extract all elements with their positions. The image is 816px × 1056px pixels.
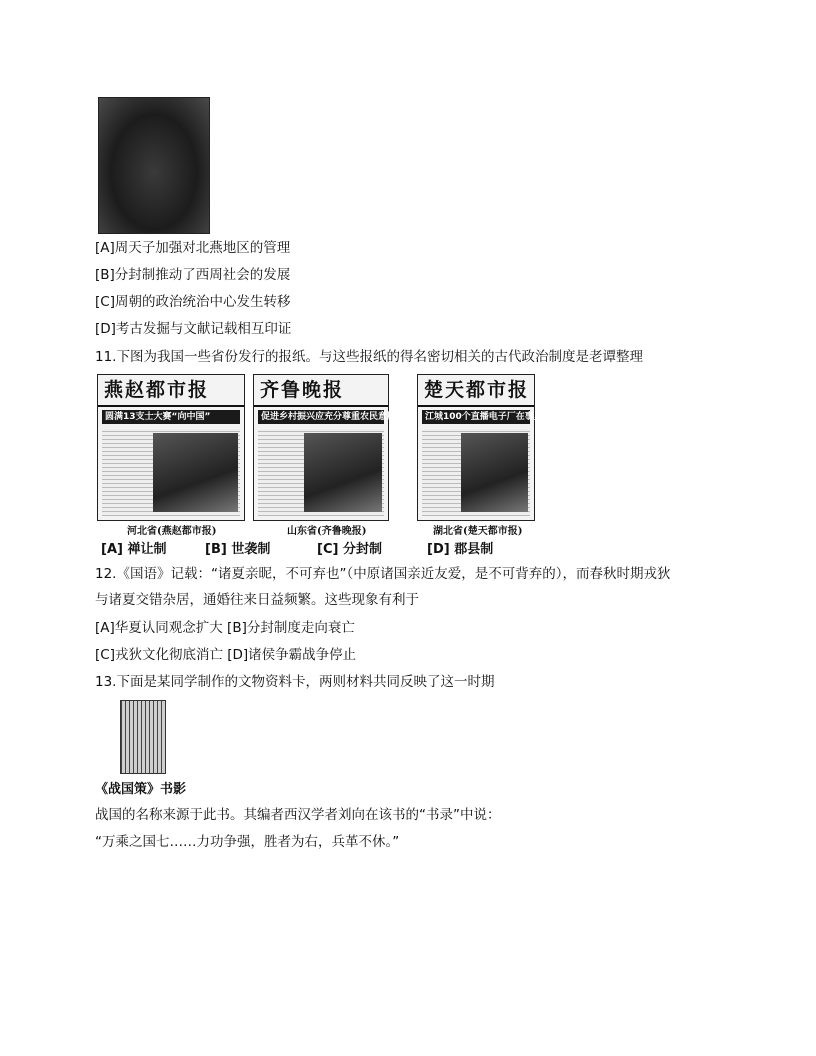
q11-stem: 11.下图为我国一些省份发行的报纸。与这些报纸的得名密切相关的古代政治制度是老谭整理 [95,349,643,365]
newspaper-headline: 促进乡村振兴应充分尊重农民意愿 [258,410,384,424]
newspaper-caption: 山东省(齐鲁晚报) [287,526,367,537]
q10-option-d: [D]考古发掘与文献记载相互印证 [95,321,292,337]
q11-option-b: [B] 世袭制 [205,542,271,557]
q11-option-d: [D] 郡县制 [427,542,494,557]
q10-option-b: [B]分封制推动了西周社会的发展 [95,267,291,283]
q13-stem: 13.下面是某同学制作的文物资料卡，两则材料共同反映了这一时期 [95,674,495,690]
q13-text-line2: “万乘之国七……力功争强，胜者为右，兵革不休。” [95,834,400,850]
q12-stem-line1: 12.《国语》记载：“诸夏亲昵，不可弃也”（中原诸国亲近友爱，是不可背弃的），而春秋时期戎狄 [95,566,671,582]
newspaper-masthead: 齐鲁晚报 [254,375,388,407]
q13-text-line1: 战国的名称来源于此书。其编者西汉学者刘向在该书的“书录”中说： [95,807,501,823]
q10-option-c: [C]周朝的政治统治中心发生转移 [95,294,291,310]
newspaper-headline: 圆满13支士大赛“向中国” [102,410,240,424]
newspaper-caption: 湖北省(楚天都市报) [433,526,523,537]
q10-option-a: [A]周天子加强对北燕地区的管理 [95,240,291,256]
newspaper-caption: 河北省(燕赵都市报) [127,526,217,537]
newspaper-headline: 江城100个直播电子厂在事里 [422,410,530,424]
newspaper-figure [97,374,547,558]
newspaper-yanzhao [97,374,245,521]
book-caption: 《战国策》书影 [95,782,187,797]
q12-stem-line2: 与诸夏交错杂居，通婚往来日益频繁。这些现象有利于 [95,592,419,608]
newspaper-qilu [253,374,397,521]
newspaper-chutian [417,374,543,521]
zhanguoce-book-image [120,700,166,774]
q12-options-line2: [C]戎狄文化彻底消亡 [D]诸侯争霸战争停止 [95,647,357,663]
newspaper-masthead: 楚天都市报 [418,375,534,407]
newspaper-masthead: 燕赵都市报 [98,375,244,407]
q11-option-c: [C] 分封制 [317,542,382,557]
q12-options-line1: [A]华夏认同观念扩大 [B]分封制度走向衰亡 [95,620,355,636]
q11-option-a: [A] 禅让制 [101,542,167,557]
bronze-vessel-photo [98,97,210,234]
